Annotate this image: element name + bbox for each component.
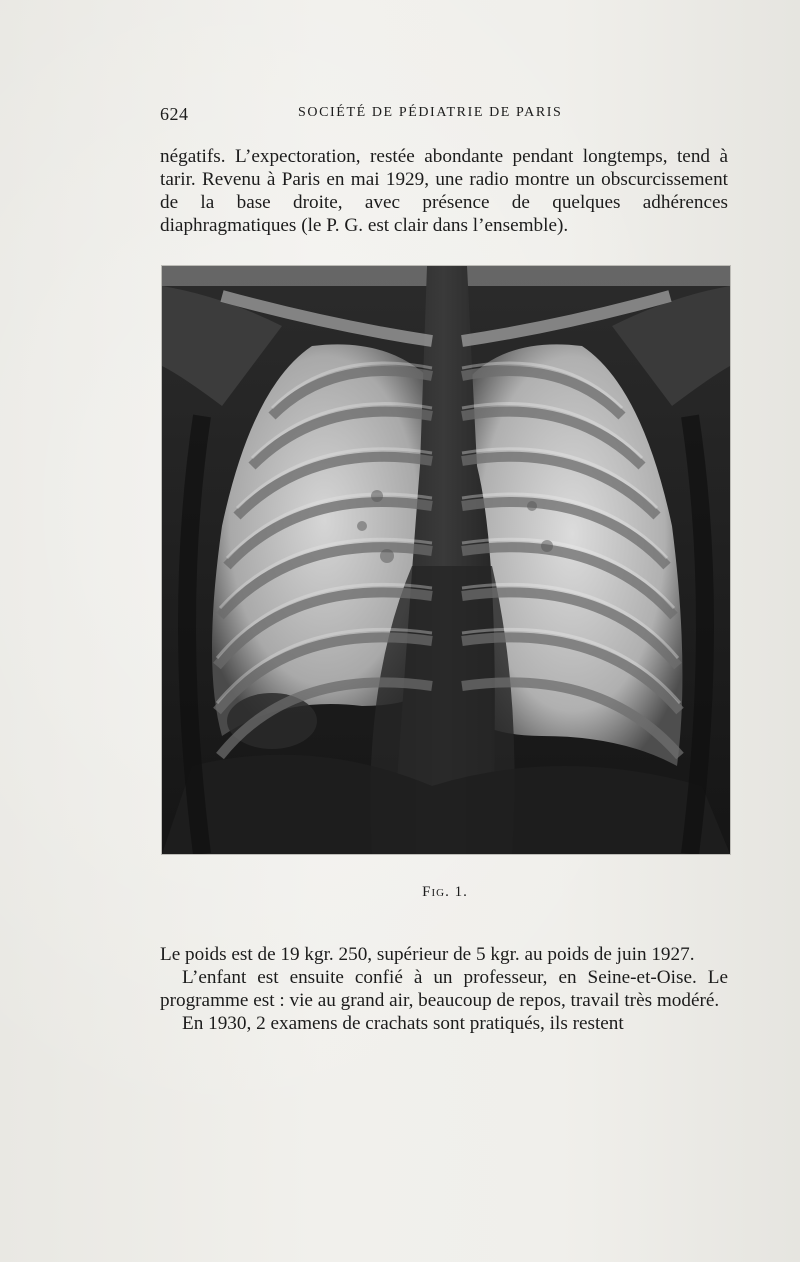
bottom-text xyxy=(160,943,728,1035)
paragraph-program: L’enfant est ensuite confié à un professeur, en Seine-et-Oise. Le programme est : vie au grand air, beaucoup de repos, travail très modéré. xyxy=(160,967,728,1011)
top-paragraph xyxy=(160,145,728,237)
chest-xray-figure xyxy=(162,266,730,854)
figure-caption xyxy=(160,884,730,901)
paragraph-exams: En 1930, 2 examens de crachats sont pratiqués, ils restent xyxy=(182,1013,624,1034)
paragraph-text: négatifs. L’expectoration, restée abondante pendant longtemps, tend à tarir. Revenu à Paris en mai 1929, une radio montre un obscurcissement de la base droite, avec présence de quelques adhérences diaphragmatiques (le P. G. est clair dans l’ensemble). xyxy=(160,146,728,236)
figure-caption-text: Fig. 1. xyxy=(422,884,468,900)
running-head xyxy=(160,104,730,128)
chest-xray-image xyxy=(162,266,730,854)
journal-title: SOCIÉTÉ DE PÉDIATRIE DE PARIS xyxy=(298,105,563,120)
page-number: 624 xyxy=(160,104,189,124)
paragraph-weight: Le poids est de 19 kgr. 250, supérieur de 5 kgr. au poids de juin 1927. xyxy=(160,944,695,965)
